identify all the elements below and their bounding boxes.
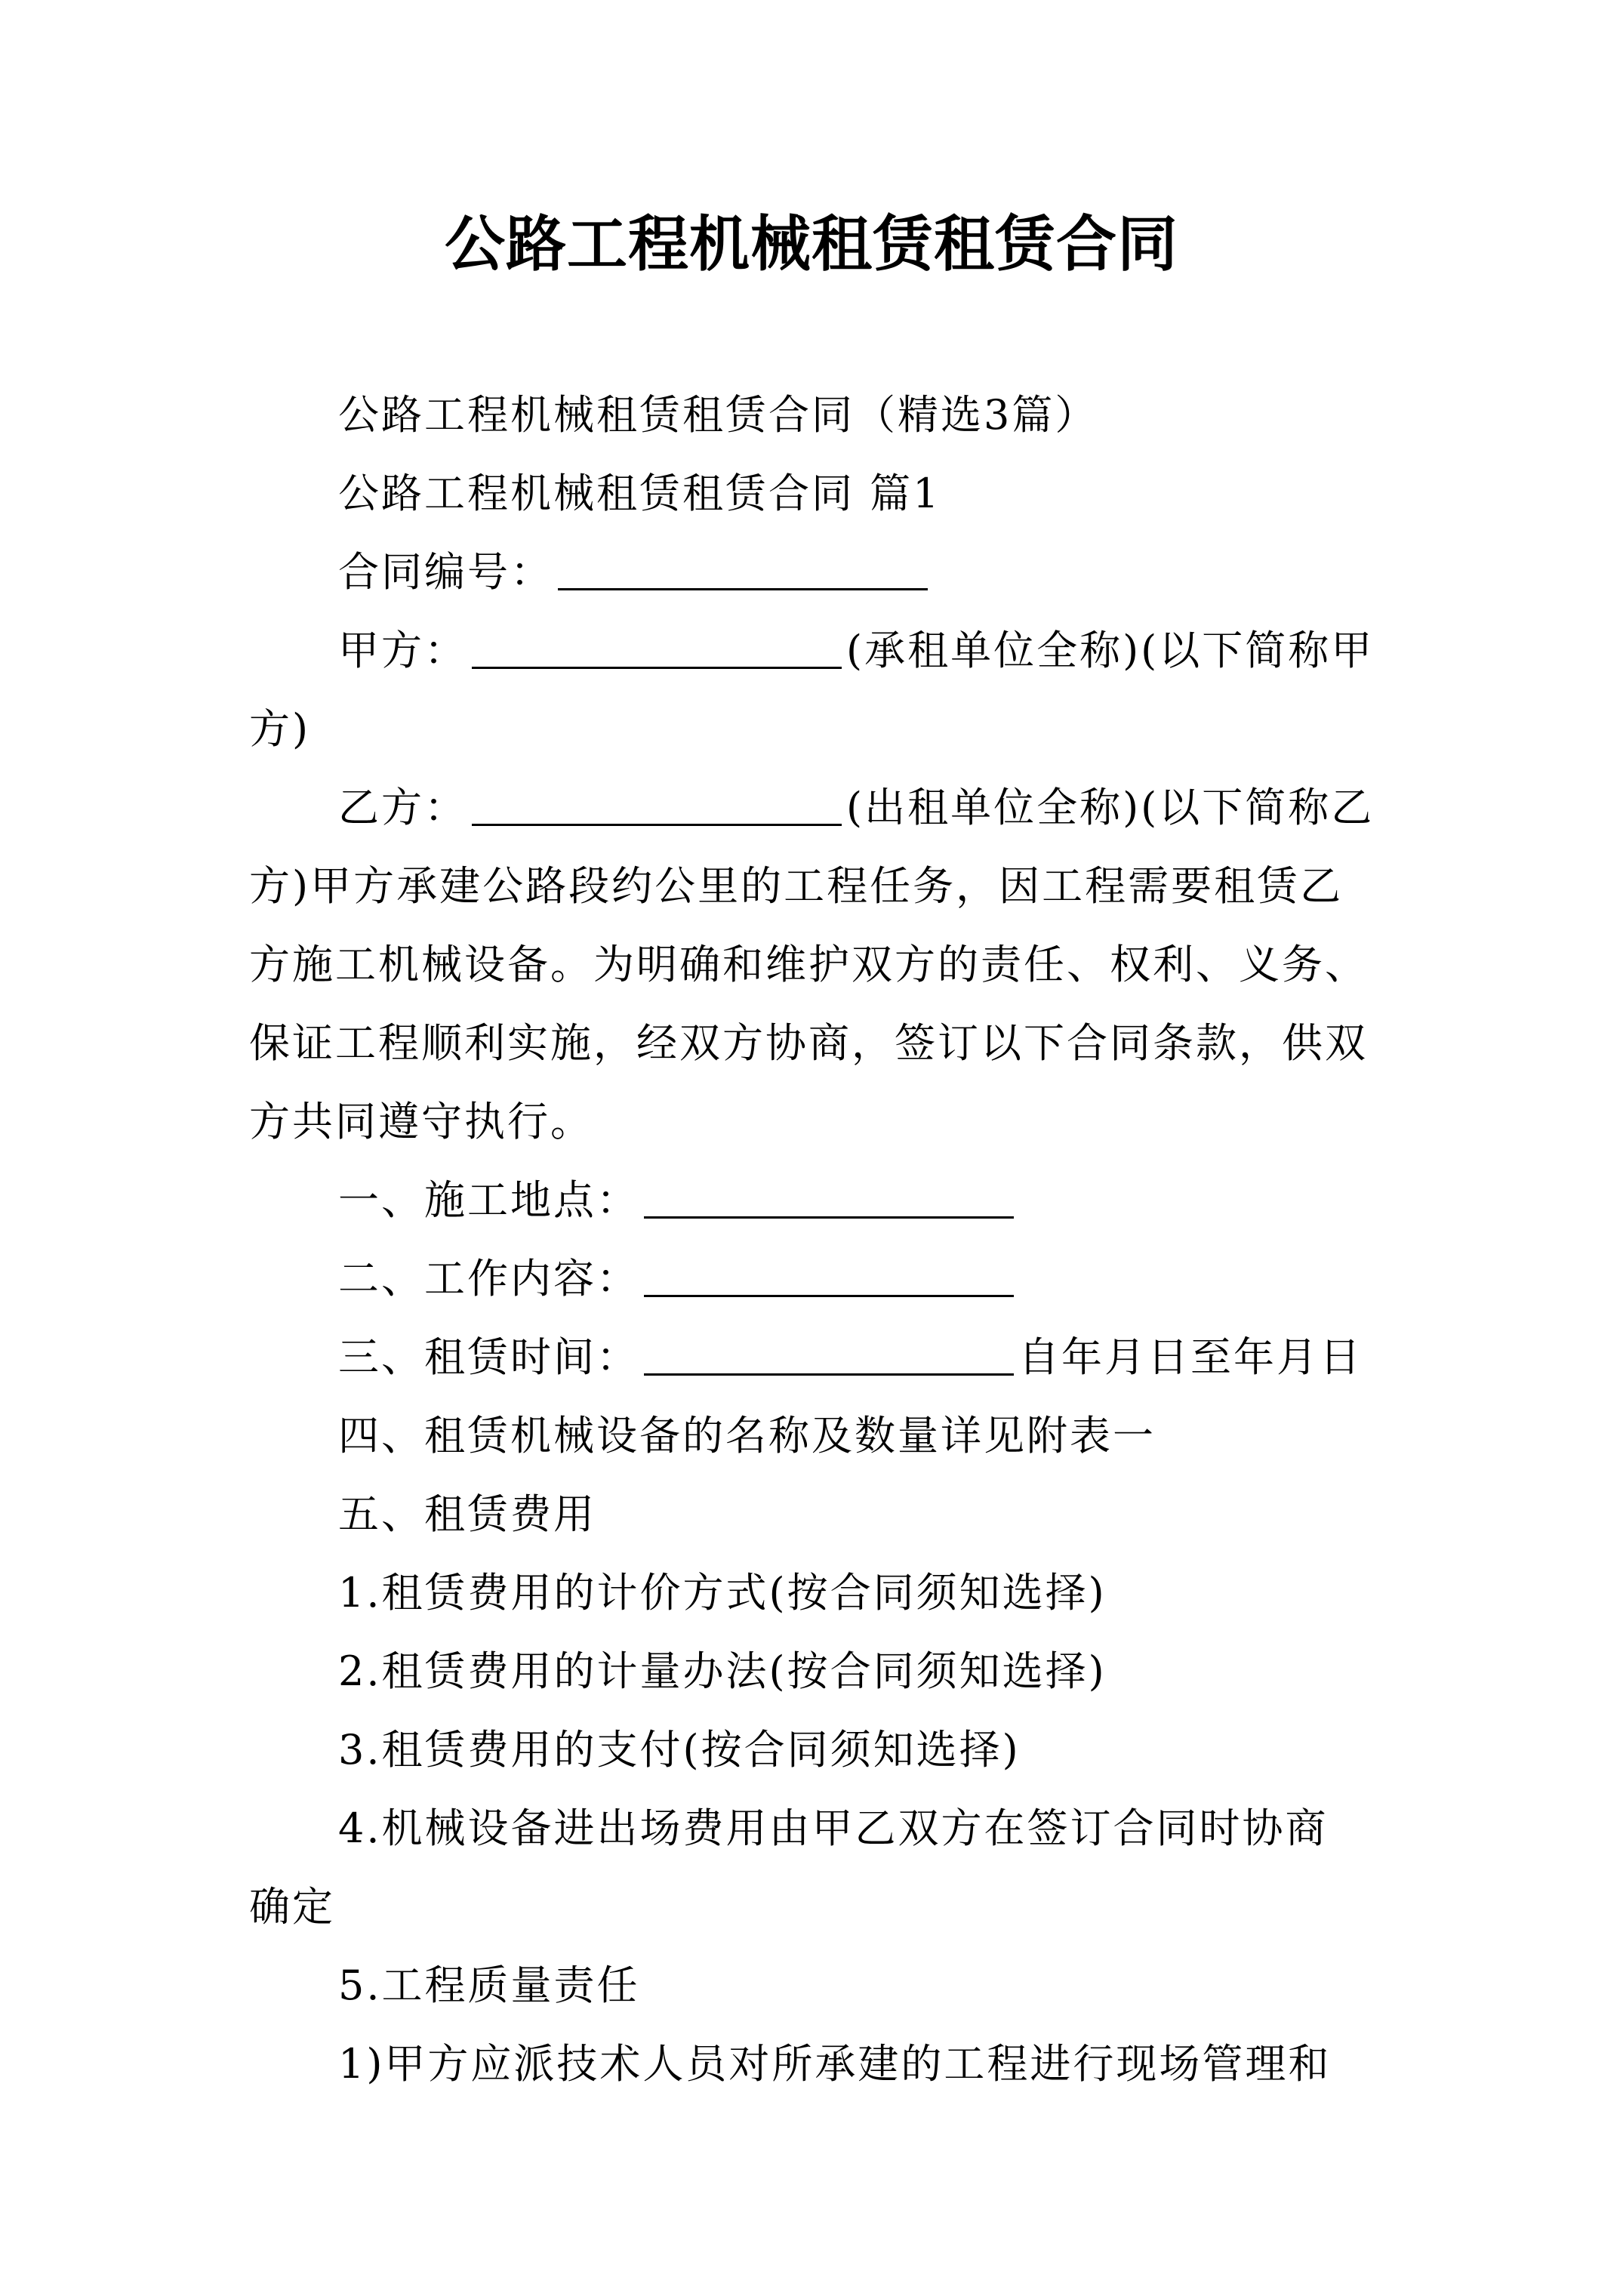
party-a-blank (472, 624, 842, 669)
clause-line: 1)甲方应派技术人员对所承建的工程进行现场管理和 (338, 2040, 1332, 2088)
party-b-label: 乙方： (338, 784, 467, 831)
body-text-line: 方施工机械设备。为明确和维护双方的责任、权利、义务、 (249, 941, 1368, 988)
clause-line: 1.租赁费用的计价方式(按合同须知选择) (338, 1569, 1107, 1616)
party-a-label: 甲方： (338, 627, 467, 674)
site-location-line (338, 1170, 1018, 1231)
party-b-tail: (出租单位全称)(以下简称乙 (846, 784, 1375, 831)
party-a-continuation: 方) (249, 705, 311, 753)
party-b-line (338, 778, 1374, 838)
lease-time-label: 三、租赁时间： (338, 1333, 639, 1381)
work-content-blank (644, 1253, 1014, 1297)
body-text-line: 方共同遵守执行。 (249, 1098, 593, 1145)
party-a-line (338, 621, 1374, 681)
clause-line: 2.租赁费用的计量办法(按合同须知选择) (338, 1647, 1107, 1695)
work-content-label: 二、工作内容： (338, 1255, 639, 1302)
subtitle-line: 公路工程机械租赁租赁合同（精选3篇） (338, 391, 1098, 439)
lease-time-tail: 自年月日至年月日 (1018, 1333, 1363, 1381)
lease-time-line (338, 1327, 1363, 1388)
body-text-line: 保证工程顺利实施，经双方协商，签订以下合同条款，供双 (249, 1019, 1368, 1067)
lease-time-blank (644, 1331, 1014, 1376)
document-title: 公路工程机械租赁租赁合同 (445, 208, 1178, 279)
work-content-line (338, 1249, 1018, 1309)
part-heading-line: 公路工程机械租赁租赁合同 篇1 (338, 470, 941, 517)
clause-line: 确定 (249, 1883, 335, 1931)
contract-number-blank (558, 546, 928, 590)
site-location-blank (644, 1174, 1014, 1219)
clause-line: 3.租赁费用的支付(按合同须知选择) (338, 1726, 1021, 1774)
clause-line: 4.机械设备进出场费用由甲乙双方在签订合同时协商 (338, 1804, 1329, 1852)
party-b-blank (472, 781, 842, 826)
clause-line: 5.工程质量责任 (338, 1962, 640, 2009)
contract-number-line (338, 542, 932, 603)
clause-line: 四、租赁机械设备的名称及数量详见附表一 (338, 1412, 1156, 1459)
site-location-label: 一、施工地点： (338, 1176, 639, 1224)
body-text-line: 方)甲方承建公路段约公里的工程任务，因工程需要租赁乙 (249, 862, 1344, 910)
clause-line: 五、租赁费用 (338, 1490, 596, 1538)
party-a-tail: (承租单位全称)(以下简称甲 (846, 627, 1375, 674)
contract-number-label: 合同编号： (338, 548, 553, 596)
